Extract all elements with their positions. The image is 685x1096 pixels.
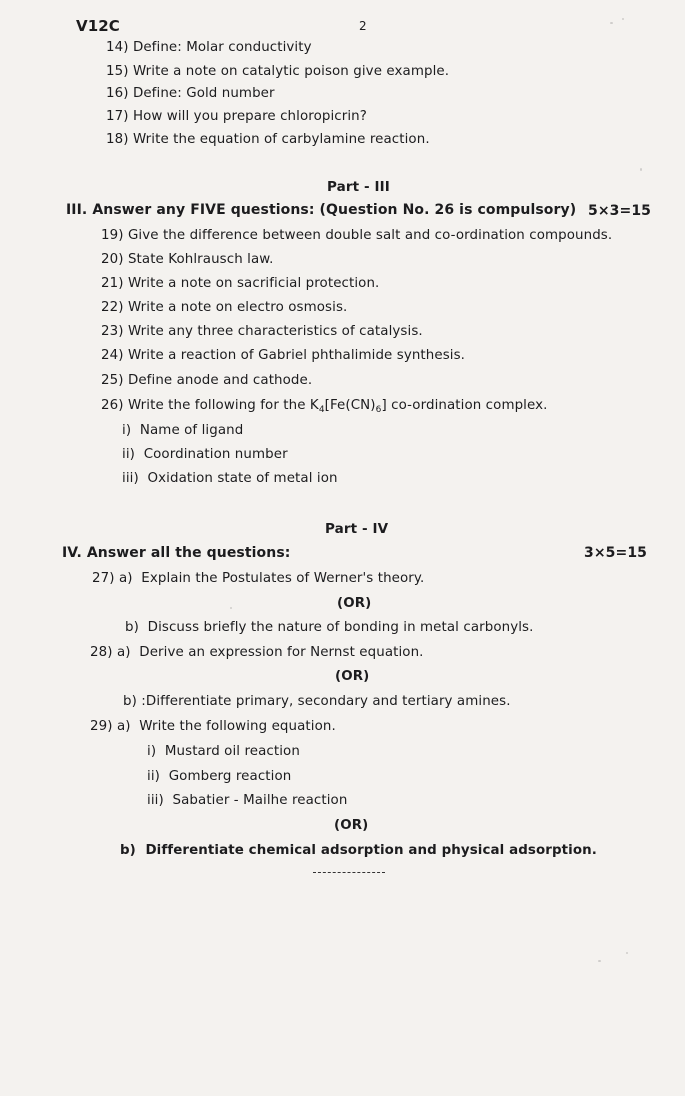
or-label-28: (OR) [335, 669, 370, 684]
question-22: 22) Write a note on electro osmosis. [101, 300, 348, 315]
q26-part-ii: ii) Coordination number [122, 447, 288, 462]
q29-part-iii: iii) Sabatier - Mailhe reaction [147, 793, 348, 808]
q26-part-i: i) Name of ligand [122, 423, 244, 438]
scan-speck [610, 22, 613, 24]
scan-speck [626, 952, 628, 954]
question-28b: b) :Differentiate primary, secondary and tertiary amines. [123, 694, 511, 709]
q29-part-i: i) Mustard oil reaction [147, 744, 300, 759]
part3-marks: 5×3=15 [588, 203, 652, 219]
part3-title: Part - III [327, 179, 390, 195]
question-28a: 28) a) Derive an expression for Nernst equation. [90, 645, 424, 660]
scan-speck [230, 607, 232, 609]
part4-title: Part - IV [325, 521, 389, 537]
scan-speck [598, 960, 601, 962]
question-17: 17) How will you prepare chloropicrin? [106, 109, 367, 124]
question-19: 19) Give the difference between double salt and co-ordination compounds. [101, 228, 613, 243]
question-18: 18) Write the equation of carbylamine reaction. [106, 132, 430, 147]
question-26: 26) Write the following for the $K_4[Fe(CN)_6]$ co-ordination complex. [101, 398, 548, 415]
or-label-27: (OR) [337, 596, 372, 611]
question-15: 15) Write a note on catalytic poison give example. [106, 64, 450, 79]
question-29a: 29) a) Write the following equation. [90, 719, 336, 734]
part4-marks: 3×5=15 [584, 545, 648, 561]
question-27a: 27) a) Explain the Postulates of Werner's theory. [92, 571, 425, 586]
end-divider [313, 872, 385, 873]
paper-code: V12C [76, 17, 120, 35]
scan-speck [622, 18, 624, 20]
part4-instruction: IV. Answer all the questions: [62, 545, 291, 561]
question-27b: b) Discuss briefly the nature of bonding in metal carbonyls. [125, 620, 534, 635]
scan-speck [640, 168, 642, 171]
question-25: 25) Define anode and cathode. [101, 373, 313, 388]
question-23: 23) Write any three characteristics of catalysis. [101, 324, 423, 339]
or-label-29: (OR) [334, 818, 369, 833]
question-16: 16) Define: Gold number [106, 86, 275, 101]
question-21: 21) Write a note on sacrificial protection. [101, 276, 380, 291]
q29-part-ii: ii) Gomberg reaction [147, 769, 292, 784]
question-14: 14) Define: Molar conductivity [106, 40, 312, 55]
part3-instruction: III. Answer any FIVE questions: (Question No. 26 is compulsory) [66, 202, 577, 218]
page-number: 2 [359, 19, 367, 33]
q26-part-iii: iii) Oxidation state of metal ion [122, 471, 338, 486]
question-29b: b) Differentiate chemical adsorption and physical adsorption. [120, 843, 597, 858]
question-24: 24) Write a reaction of Gabriel phthalimide synthesis. [101, 348, 466, 363]
question-20: 20) State Kohlrausch law. [101, 252, 274, 267]
